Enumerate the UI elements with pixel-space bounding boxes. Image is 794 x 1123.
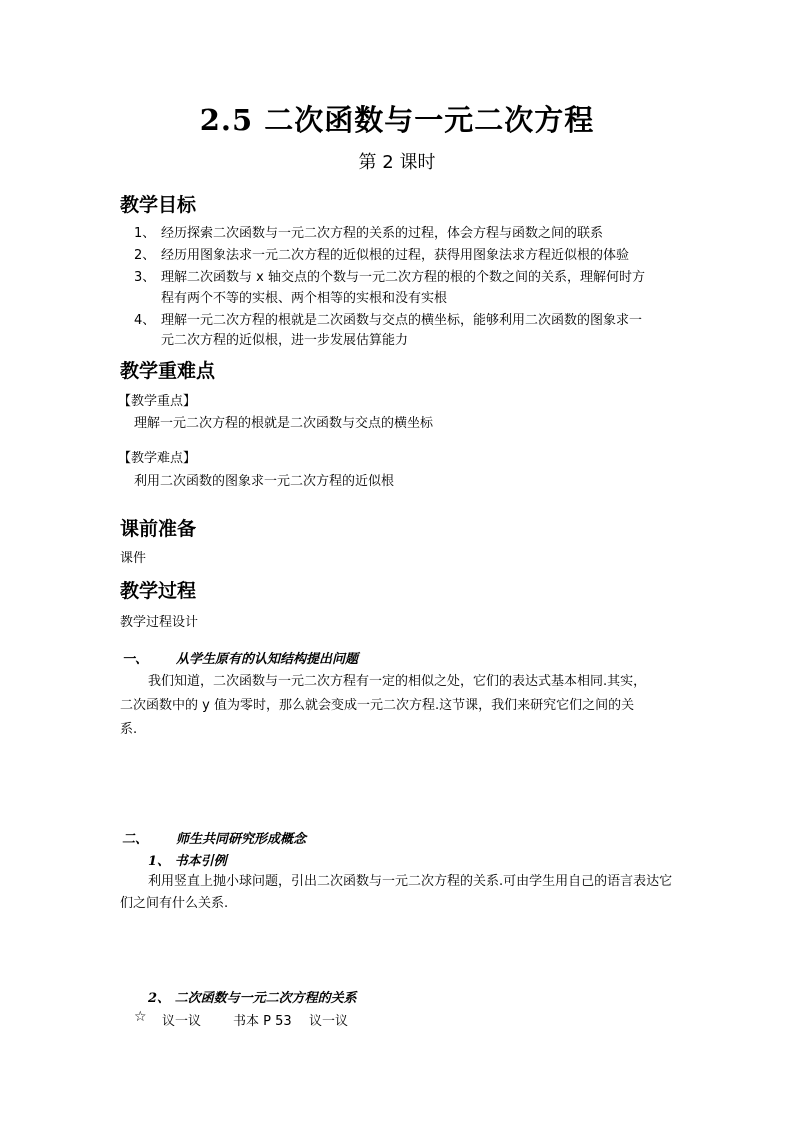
objective-1-number: 1、 [134,226,156,241]
book-reference: 书本 P 53 [233,1014,292,1029]
objective-3-continuation: 程有两个不等的实根、两个相等的实根和没有实根 [161,291,448,306]
part2-sub1-line-2: 们之间有什么关系. [120,896,229,911]
page-title: 2.5 二次函数与一元二次方程 [199,103,595,137]
part2-sub1-line-1: 利用竖直上抛小球问题，引出二次函数与一元二次方程的关系.可由学生用自己的语言表达它 [148,874,673,889]
difficulty-label: 【教学难点】 [118,451,197,466]
objective-1-text: 经历探索二次函数与一元二次方程的关系的过程，体会方程与函数之间的联系 [161,226,604,241]
process-heading: 教学过程 [120,580,197,602]
process-intro: 教学过程设计 [120,615,199,630]
part2-sub2-heading: 2、 二次函数与一元二次方程的关系 [148,991,357,1006]
difficulty-text: 利用二次函数的图象求一元二次方程的近似根 [134,474,395,489]
page-subtitle: 第 2 课时 [358,152,436,173]
objective-4-continuation: 元二次方程的近似根，进一步发展估算能力 [161,333,409,348]
objective-2-number: 2、 [134,248,156,263]
part2-title: 师生共同研究形成概念 [176,832,307,847]
star-icon: ☆ [134,1009,147,1025]
objective-3-number: 3、 [134,270,156,285]
objective-4-number: 4、 [134,313,156,328]
discuss-label-b: 议一议 [309,1014,349,1029]
prep-text: 课件 [120,551,147,566]
part1-title: 从学生原有的认知结构提出问题 [176,652,359,667]
objective-2-text: 经历用图象法求一元二次方程的近似根的过程，获得用图象法求方程近似根的体验 [161,248,630,263]
keypoints-heading: 教学重难点 [120,360,216,382]
discuss-label-a: 议一议 [162,1014,202,1029]
part2-number: 二、 [122,832,149,847]
objectives-heading: 教学目标 [120,194,197,216]
objective-4-text: 理解一元二次方程的根就是二次函数与交点的横坐标，能够利用二次函数的图象求一 [161,313,643,328]
part1-line-1: 我们知道，二次函数与一元二次方程有一定的相似之处，它们的表达式基本相同.其实， [148,674,647,689]
focus-label: 【教学重点】 [118,394,197,409]
objective-3-text: 理解二次函数与 x 轴交点的个数与一元二次方程的根的个数之间的关系，理解何时方 [161,270,645,285]
part1-number: 一、 [122,652,149,667]
part1-line-3: 系. [120,722,138,737]
part2-sub1-heading: 1、 书本引例 [148,854,227,869]
part1-line-2: 二次函数中的 y 值为零时，那么就会变成一元二次方程.这节课，我们来研究它们之间的关 [120,698,635,713]
focus-text: 理解一元二次方程的根就是二次函数与交点的横坐标 [134,416,434,431]
prep-heading: 课前准备 [120,518,197,540]
